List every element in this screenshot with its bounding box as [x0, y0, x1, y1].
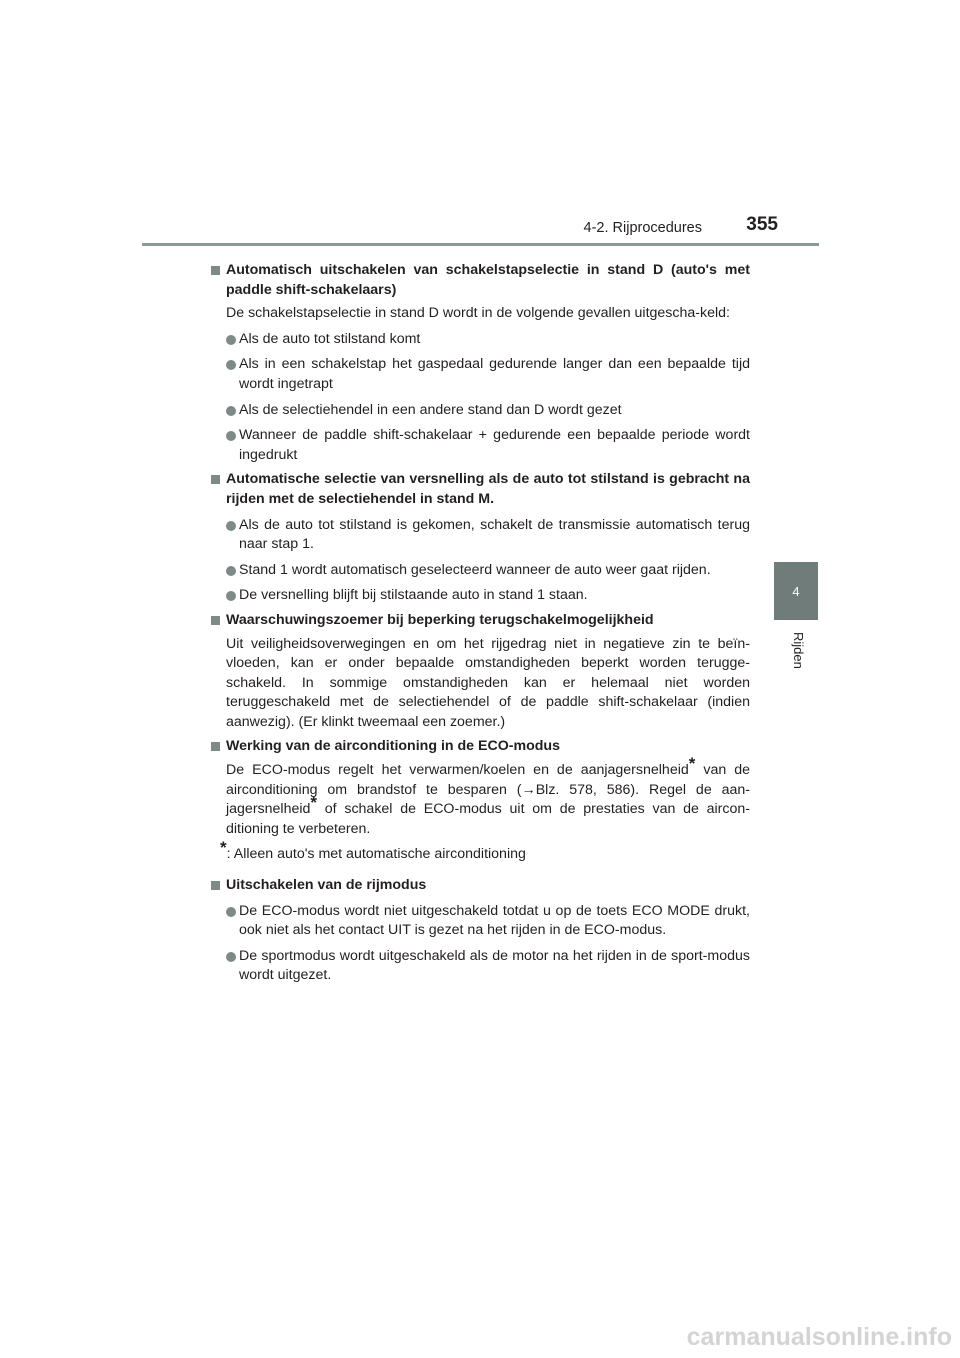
list-item: Wanneer de paddle shift-schakelaar + gedurende een bepaalde periode wordt ingedrukt	[210, 426, 750, 465]
list-item: De versnelling blijft bij stilstaande auto in stand 1 staan.	[210, 586, 750, 606]
chapter-number: 4	[792, 583, 800, 599]
round-bullet-icon	[226, 591, 236, 601]
section-title: 4-2. Rijprocedures	[583, 220, 702, 236]
round-bullet-icon	[226, 952, 236, 962]
list-item: Als de selectiehendel in een andere stand dan D wordt gezet	[210, 401, 750, 421]
watermark: carmanualsonline.info	[686, 1323, 952, 1351]
list-item: De ECO-modus wordt niet uitgeschakeld totdat u op de toets ECO MODE drukt, ook niet als het contact UIT is gezet na het rijden in de ECO-modus.	[210, 902, 750, 941]
section-paragraph: De ECO-modus regelt het verwarmen/koelen en de aanjagersnelheid* van de airconditioning om brandstof te besparen (→Blz. 578, 586). Regel de aan-jagersnelheid* of schakel de ECO-modus uit om de prestaties van de aircon-ditioning te verbeteren.	[226, 754, 750, 837]
square-bullet-icon	[211, 742, 220, 751]
section-heading: Automatisch uitschakelen van schakelstapselectie in stand D (auto's met paddle shift-schakelaars)	[210, 261, 750, 300]
round-bullet-icon	[226, 907, 236, 917]
section-heading: Waarschuwingszoemer bij beperking terugschakelmogelijkheid	[210, 611, 750, 631]
footnote: *: Alleen auto's met automatische airconditioning	[220, 838, 526, 863]
section-heading: Uitschakelen van de rijmodus	[210, 876, 750, 896]
list-item: De sportmodus wordt uitgeschakeld als de motor na het rijden in de sport-modus wordt uitgezet.	[210, 947, 750, 986]
page-content	[210, 261, 750, 986]
section-heading: Automatische selectie van versnelling als de auto tot stilstand is gebracht na rijden met de selectiehendel in stand M.	[210, 470, 750, 509]
list-item: Als de auto tot stilstand komt	[210, 330, 750, 350]
round-bullet-icon	[226, 360, 236, 370]
asterisk-icon: *	[688, 754, 696, 774]
round-bullet-icon	[226, 566, 236, 576]
section-heading: Werking van de airconditioning in de ECO-modus	[210, 737, 750, 757]
page-number: 355	[746, 214, 778, 235]
round-bullet-icon	[226, 335, 236, 345]
round-bullet-icon	[226, 521, 236, 531]
square-bullet-icon	[211, 475, 220, 484]
chapter-label: Rijden	[791, 632, 806, 669]
square-bullet-icon	[211, 266, 220, 275]
section-paragraph: Uit veiligheidsoverwegingen en om het rijgedrag niet in negatieve zin te beïn-vloeden, kan er onder bepaalde omstandigheden beperkt worden terugge-schakeld. In sommige omstandigheden kan er helemaal niet worden teruggeschakeld met de selectiehendel of de paddle shift-schakelaar (indien aanwezig). (Er klinkt tweemaal een zoemer.)	[226, 635, 750, 730]
square-bullet-icon	[211, 881, 220, 890]
list-item: Stand 1 wordt automatisch geselecteerd wanneer de auto weer gaat rijden.	[210, 561, 750, 581]
square-bullet-icon	[211, 616, 220, 625]
round-bullet-icon	[226, 431, 236, 441]
section-paragraph: De schakelstapselectie in stand D wordt in de volgende gevallen uitgescha-keld:	[226, 305, 730, 322]
chapter-tab	[774, 562, 818, 620]
header-divider	[142, 243, 819, 246]
list-item: Als in een schakelstap het gaspedaal gedurende langer dan een bepaalde tijd wordt ingetrapt	[210, 355, 750, 394]
asterisk-icon: *	[310, 793, 318, 813]
list-item: Als de auto tot stilstand is gekomen, schakelt de transmissie automatisch terug naar stap 1.	[210, 516, 750, 555]
asterisk-icon: *	[220, 838, 227, 858]
round-bullet-icon	[226, 406, 236, 416]
